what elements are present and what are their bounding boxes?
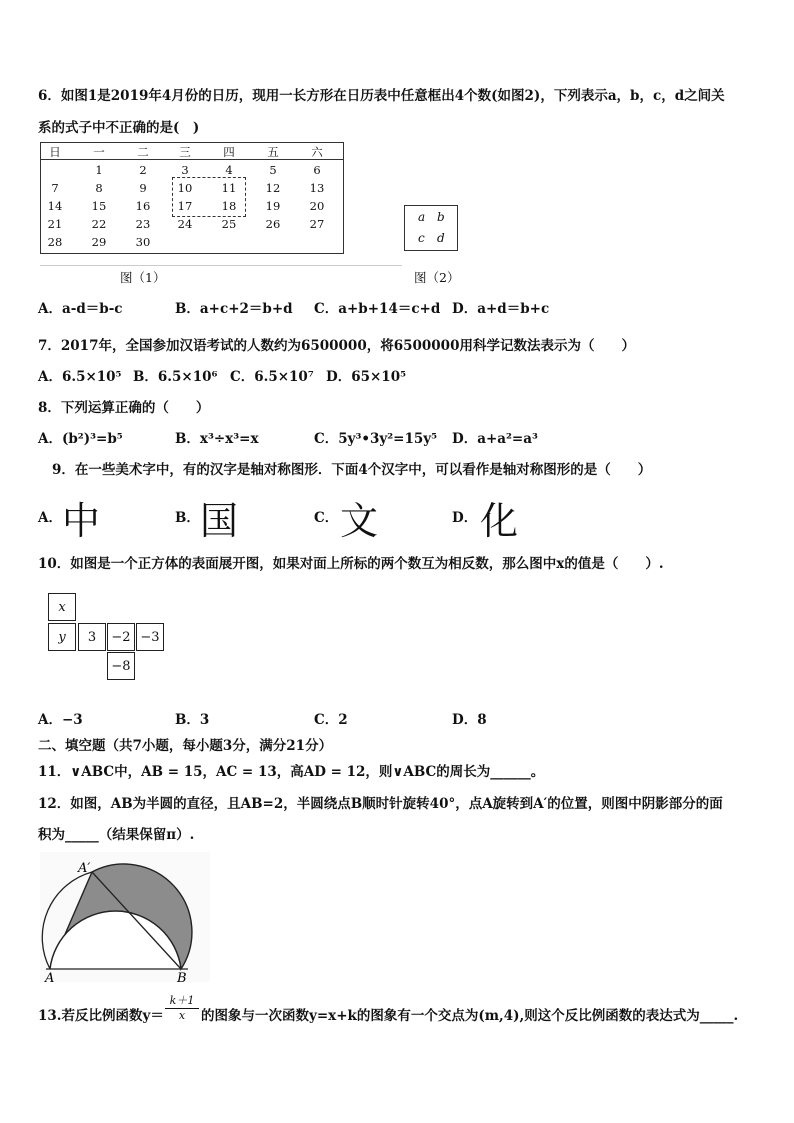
q9-label-c: C．: [314, 510, 339, 526]
calendar-cell: 17: [177, 199, 193, 213]
q8-option-b: B．x³÷x³=x: [175, 431, 259, 447]
calendar-cell: 18: [221, 199, 237, 213]
q9-char-b: 国: [200, 499, 239, 543]
calendar-header-cell: 六: [311, 145, 323, 159]
calendar-cell: 28: [47, 235, 63, 249]
q6-stem-line1: 6．如图1是2019年4月份的日历，现用一长方形在日历表中任意框出4个数(如图2)，下列表示a，b，c，d之间关: [38, 88, 725, 104]
fig2-d: d: [437, 231, 445, 245]
rotated-semicircle-figure: [40, 852, 210, 984]
calendar-header-cell: 一: [93, 145, 105, 159]
label-a-prime: A′: [78, 861, 91, 876]
q6-option-d: D．a+d＝b+c: [452, 301, 550, 317]
calendar-header-cell: 三: [179, 145, 191, 159]
calendar-cell: 14: [47, 199, 63, 213]
q10-option-d: D．8: [452, 712, 487, 728]
q8-stem: 8．下列运算正确的（ ）: [38, 400, 210, 416]
q13-numerator: k＋1: [165, 992, 199, 1009]
calendar-header-cell: 五: [267, 145, 279, 159]
section-heading: 二、填空题（共7小题，每小题3分，满分21分）: [38, 738, 333, 754]
fig2-a: a: [418, 210, 426, 224]
fig2-b: b: [437, 210, 445, 224]
calendar-cell: 6: [313, 163, 321, 177]
q13-pre: 13.若反比例函数y＝: [38, 1008, 164, 1024]
q7-option-d: D．65×10⁵: [326, 369, 407, 385]
calendar-cell: 23: [135, 217, 151, 231]
calendar-cell: 21: [47, 217, 63, 231]
calendar-cell: 29: [91, 235, 107, 249]
net-cell-neg8: −8: [107, 652, 135, 680]
q13-post: 的图象与一次函数y=x+k的图象有一个交点为(m,4),则这个反比例函数的表达式为_____.: [201, 1008, 739, 1024]
calendar-cell: 19: [265, 199, 281, 213]
fig2-box: [404, 205, 458, 251]
q10-option-a: A．−3: [38, 712, 83, 728]
fig2-c: c: [418, 231, 425, 245]
calendar-cell: 3: [181, 163, 189, 177]
fig1-label: 图（1）: [120, 270, 166, 285]
calendar-cell: 15: [91, 199, 107, 213]
q9-label-b: B．: [175, 510, 200, 526]
calendar-cell: 5: [269, 163, 277, 177]
divider: [40, 265, 402, 266]
q13-fraction: [165, 992, 199, 1022]
q9-char-c: 文: [340, 499, 379, 543]
net-cell-neg3: −3: [136, 623, 164, 651]
calendar-cell: 9: [139, 181, 147, 195]
q12-stem-line1: 12．如图，AB为半圆的直径，且AB=2，半圆绕点B顺时针旋转40°，点A旋转到A′的位置，则图中阴影部分的面: [38, 796, 723, 812]
net-cell-neg2: −2: [107, 623, 135, 651]
q8-option-a: A．(b²)³=b⁵: [38, 431, 123, 447]
calendar-row: [41, 216, 343, 234]
q10-option-c: C．2: [314, 712, 348, 728]
calendar-cell: 24: [177, 217, 193, 231]
calendar-cell: 22: [91, 217, 107, 231]
q9-stem: 9．在一些美术字中，有的汉字是轴对称图形．下面4个汉字中，可以看作是轴对称图形的是（ ）: [52, 462, 652, 478]
net-cell-x: x: [48, 593, 76, 621]
q6-option-a: A．a-d＝b-c: [38, 301, 123, 317]
calendar-header: [41, 143, 343, 160]
q8-option-c: C．5y³•3y²=15y⁵: [314, 431, 438, 447]
calendar-cell: 16: [135, 199, 151, 213]
calendar-cell: 12: [265, 181, 281, 195]
q13-denominator: x: [178, 1009, 186, 1022]
calendar-cell: 25: [221, 217, 237, 231]
q8-option-d: D．a+a²=a³: [452, 431, 538, 447]
calendar-cell: 4: [225, 163, 233, 177]
calendar-cell: 26: [265, 217, 281, 231]
label-a: A: [45, 971, 55, 984]
calendar-cell: 1: [95, 163, 103, 177]
calendar-cell: 30: [135, 235, 151, 249]
net-cell-y: y: [48, 623, 76, 651]
q7-option-b: B．6.5×10⁶: [133, 369, 218, 385]
calendar-cell: 11: [221, 181, 237, 195]
q7-stem: 7．2017年，全国参加汉语考试的人数约为6500000，将6500000用科学记数法表示为（ ）: [38, 338, 635, 354]
calendar-selection-box: [172, 177, 246, 217]
q6-option-c: C．a+b+14＝c+d: [314, 301, 441, 317]
calendar-cell: 13: [309, 181, 325, 195]
calendar-cell: 2: [139, 163, 147, 177]
q10-option-b: B．3: [175, 712, 210, 728]
q9-char-a: 中: [62, 499, 101, 543]
q6-stem-line2: 系的式子中不正确的是( ): [38, 120, 200, 136]
q7-option-c: C．6.5×10⁷: [230, 369, 314, 385]
q6-option-b: B．a+c+2＝b+d: [175, 301, 293, 317]
calendar-cell: 27: [309, 217, 325, 231]
calendar-header-cell: 二: [137, 145, 149, 159]
q10-stem: 10．如图是一个正方体的表面展开图，如果对面上所标的两个数互为相反数，那么图中x的值是（ ）.: [38, 556, 664, 572]
calendar-cell: 7: [51, 181, 59, 195]
q7-option-a: A．6.5×10⁵: [38, 369, 122, 385]
calendar-cell: 20: [309, 199, 325, 213]
calendar-row: [41, 234, 343, 252]
calendar-header-cell: 日: [49, 145, 61, 159]
fig2-label: 图（2）: [414, 270, 460, 285]
calendar-header-cell: 四: [223, 145, 235, 159]
q9-char-d: 化: [480, 499, 519, 543]
q11-stem: 11．∨ABC中，AB = 15，AC = 13，高AD = 12，则∨ABC的周长为______。: [38, 764, 545, 780]
label-b: B: [177, 971, 187, 984]
calendar-cell: 8: [95, 181, 103, 195]
q9-label-a: A．: [38, 510, 62, 526]
q12-stem-line2: 积为_____（结果保留π）.: [38, 827, 195, 843]
net-cell-3: 3: [78, 623, 106, 651]
q9-label-d: D．: [452, 510, 478, 526]
calendar-cell: 10: [177, 181, 193, 195]
